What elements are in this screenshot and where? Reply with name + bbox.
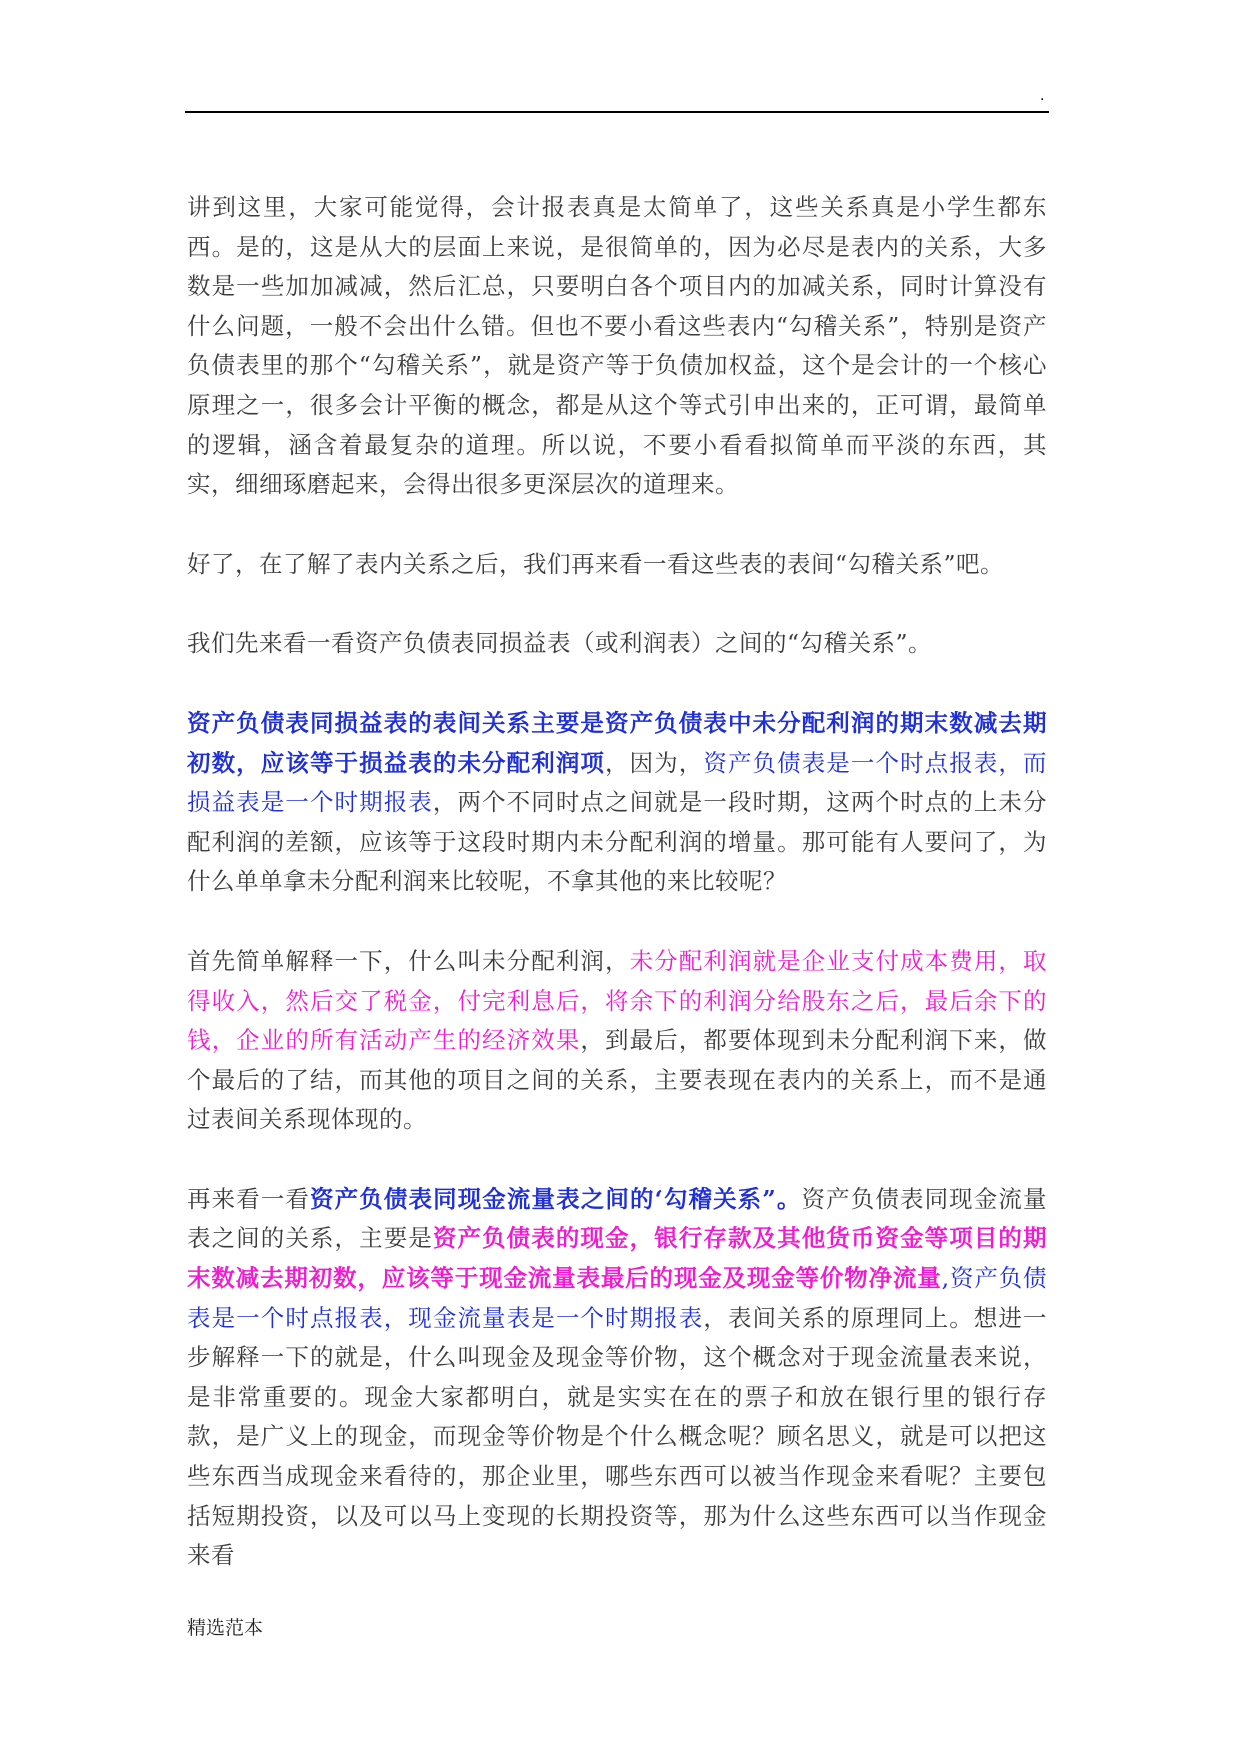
p5-text-b: ，到最后，都要体现到未分配利润下来，做个最后的了结，而其他的项目之间的关系，主要表现在表内的关系上，而不是通过表间关系现体现的。 — [187, 1026, 1048, 1134]
document-body — [187, 188, 1047, 1576]
header-dot: . — [1040, 88, 1045, 104]
p4-bold-blue: 资产负债表同损益表的表间关系主要是资产负债表中未分配利润的期末数减去期初数，应该等于损益表的未分配利润项 — [187, 708, 1047, 777]
paragraph-2: 好了，在了解了表内关系之后，我们再来看一看这些表的表间“勾稽关系”吧。 — [187, 549, 1005, 578]
p6-bold-magenta: 资产负债表的现金，银行存款及其他货币资金等项目的期末数减去期初数，应该等于现金流量表最后的现金及现金等价物净流量 — [187, 1224, 1048, 1293]
p6-text-b: 资产负债表同现金流量表之间的关系，主要是 — [187, 1184, 1048, 1253]
p5-magenta: 未分配利润就是企业支付成本费用，取得收入，然后交了税金，付完利息后，将余下的利润分给股东之后，最后余下的钱，企业的所有活动产生的经济效果 — [187, 946, 1048, 1055]
paragraph-4 — [187, 704, 1047, 902]
footer-text: 精选范本 — [187, 1617, 264, 1639]
p4-text-b: ，两个不同时点之间就是一段时期，这两个时点的上未分配利润的差额，应该等于这段时期内未分配利润的增量。那可能有人要问了，为什么单单拿未分配利润来比较呢，不拿其他的来比较呢？ — [187, 788, 1048, 896]
p6-blue: ,资产负债表是一个时点报表，现金流量表是一个时期报表 — [187, 1264, 1047, 1332]
p6-bold-blue: 资产负债表同现金流量表之间的‘勾稽关系”。 — [310, 1184, 802, 1213]
paragraph-6 — [187, 1180, 1047, 1576]
paragraph-3: 我们先来看一看资产负债表同损益表（或利润表）之间的“勾稽关系”。 — [187, 629, 933, 658]
p4-text-a: ，因为， — [605, 748, 704, 777]
p6-text-a: 再来看一看 — [187, 1184, 311, 1213]
p5-text-a: 首先简单解释一下，什么叫未分配利润， — [187, 946, 630, 975]
p6-text-c: ，表间关系的原理同上。想进一步解释一下的就是，什么叫现金及现金等价物，这个概念对于现金流量表来说，是非常重要的。现金大家都明白，就是实实在在的票子和放在银行里的银行存款，是广义上的现金，而现金等价物是个什么概念呢？顾名思义，就是可以把这些东西当成现金来看待的，那企业里，哪些东西可以被当作现金来看呢？主要包括短期投资，以及可以马上变现的长期投资等，那为什么这些东西可以当作现金来看 — [187, 1303, 1048, 1570]
paragraph-5 — [187, 942, 1047, 1140]
p4-blue: 资产负债表是一个时点报表，而损益表是一个时期报表 — [187, 748, 1048, 817]
paragraph-1: 讲到这里，大家可能觉得，会计报表真是太简单了，这些关系真是小学生都东西。是的，这是从大的层面上来说，是很简单的，因为必尽是表内的关系，大多数是一些加加减减，然后汇总，只要明白各个项目内的加减关系，同时计算没有什么问题，一般不会出什么错。但也不要小看这些表内“勾稽关系”，特别是资产负债表里的那个“勾稽关系”，就是资产等于负债加权益，这个是会计的一个核心原理之一，很多会计平衡的概念，都是从这个等式引申出来的，正可谓，最简单的逻辑，涵含着最复杂的道理。所以说，不要小看看拟简单而平淡的东西，其实，细细琢磨起来，会得出很多更深层次的道理来。 — [187, 193, 1047, 499]
header-rule — [185, 111, 1049, 113]
